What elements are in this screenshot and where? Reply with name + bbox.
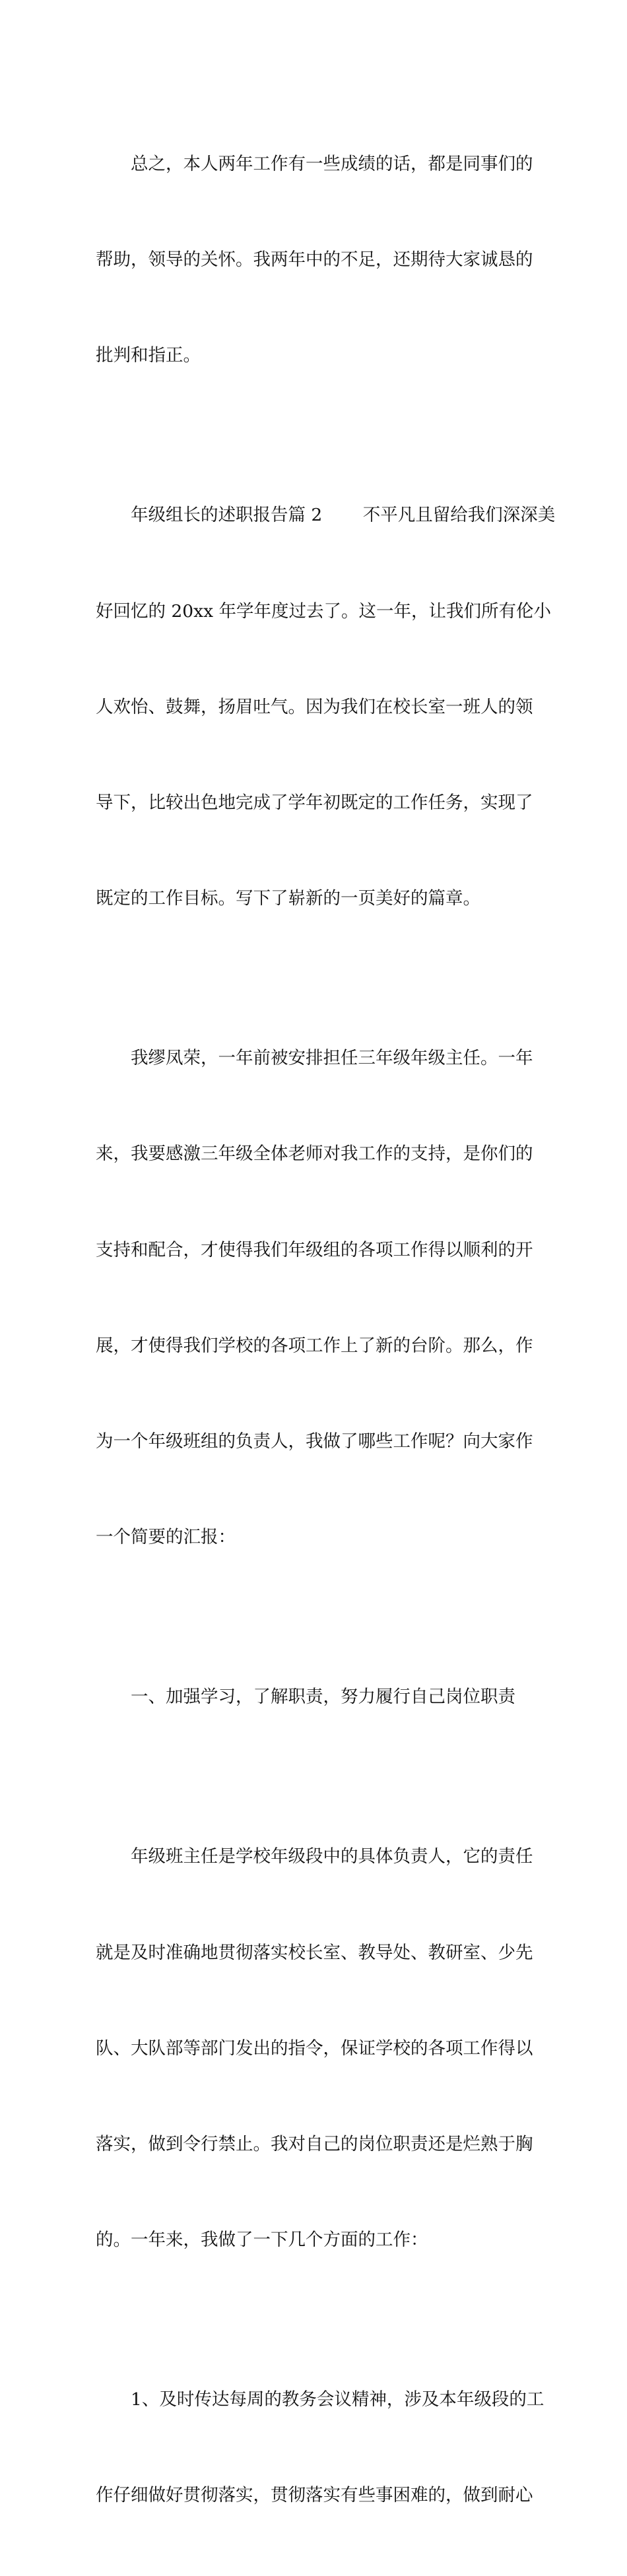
text-line: 一个简要的汇报： [96, 1527, 236, 1548]
paragraph-report-intro [96, 435, 556, 979]
text-line: 落实，做到令行禁止。我对自己的岗位职责还是烂熟于胸 [96, 2134, 533, 2154]
paragraph-responsibilities [96, 1778, 531, 2321]
text-line: 帮助，领导的关怀。我两年中的不足，还期待大家诚恳的 [96, 249, 533, 271]
text-line: 的。一年来，我做了一下几个方面的工作： [96, 2230, 428, 2251]
paragraph-summary [96, 84, 531, 435]
text-line: 作仔细做好贯彻落实，贯彻落实有些事困难的，做到耐心 [96, 2485, 533, 2506]
text-line: 展，才使得我们学校的各项工作上了新的台阶。那么，作 [96, 1335, 533, 1356]
text-line: 1、及时传达每周的教务会议精神，涉及本年级段的工 [131, 2389, 544, 2410]
text-line: 既定的工作目标。写下了崭新的一页美好的篇章。 [96, 888, 480, 909]
text-line: 就是及时准确地贯彻落实校长室、教导处、教研室、少先 [96, 1942, 533, 1963]
text-line: 为一个年级班组的负责人，我做了哪些工作呢？向大家作 [96, 1431, 533, 1452]
paragraph-item-one [96, 2320, 544, 2575]
text-line: 好回忆的 20xx 年学年度过去了。这一年，让我们所有伦小 [96, 600, 551, 622]
document-body [96, 84, 556, 2576]
text-line: 一、加强学习，了解职责，努力履行自己岗位职责 [131, 1687, 515, 1708]
text-line: 队、大队部等部门发出的指令，保证学校的各项工作得以 [96, 2038, 533, 2059]
text-line: 年级组长的述职报告篇 2 不平凡且留给我们深深美 [131, 505, 556, 526]
text-line: 人欢怡、鼓舞，扬眉吐气。因为我们在校长室一班人的领 [96, 696, 533, 717]
text-line: 导下，比较出色地完成了学年初既定的工作任务，实现了 [96, 792, 533, 813]
section-heading-one [96, 1618, 531, 1778]
text-line: 来，我要感激三年级全体老师对我工作的支持，是你们的 [96, 1143, 533, 1165]
text-line: 支持和配合，才使得我们年级组的各项工作得以顺利的开 [96, 1239, 533, 1260]
text-line: 批判和指正。 [96, 345, 201, 366]
paragraph-self-introduction [96, 979, 531, 1617]
text-line: 总之，本人两年工作有一些成绩的话，都是同事们的 [131, 153, 533, 174]
text-line: 年级班主任是学校年级段中的具体负责人，它的责任 [131, 1846, 533, 1867]
text-line: 我缪凤荣，一年前被安排担任三年级年级主任。一年 [131, 1048, 533, 1069]
